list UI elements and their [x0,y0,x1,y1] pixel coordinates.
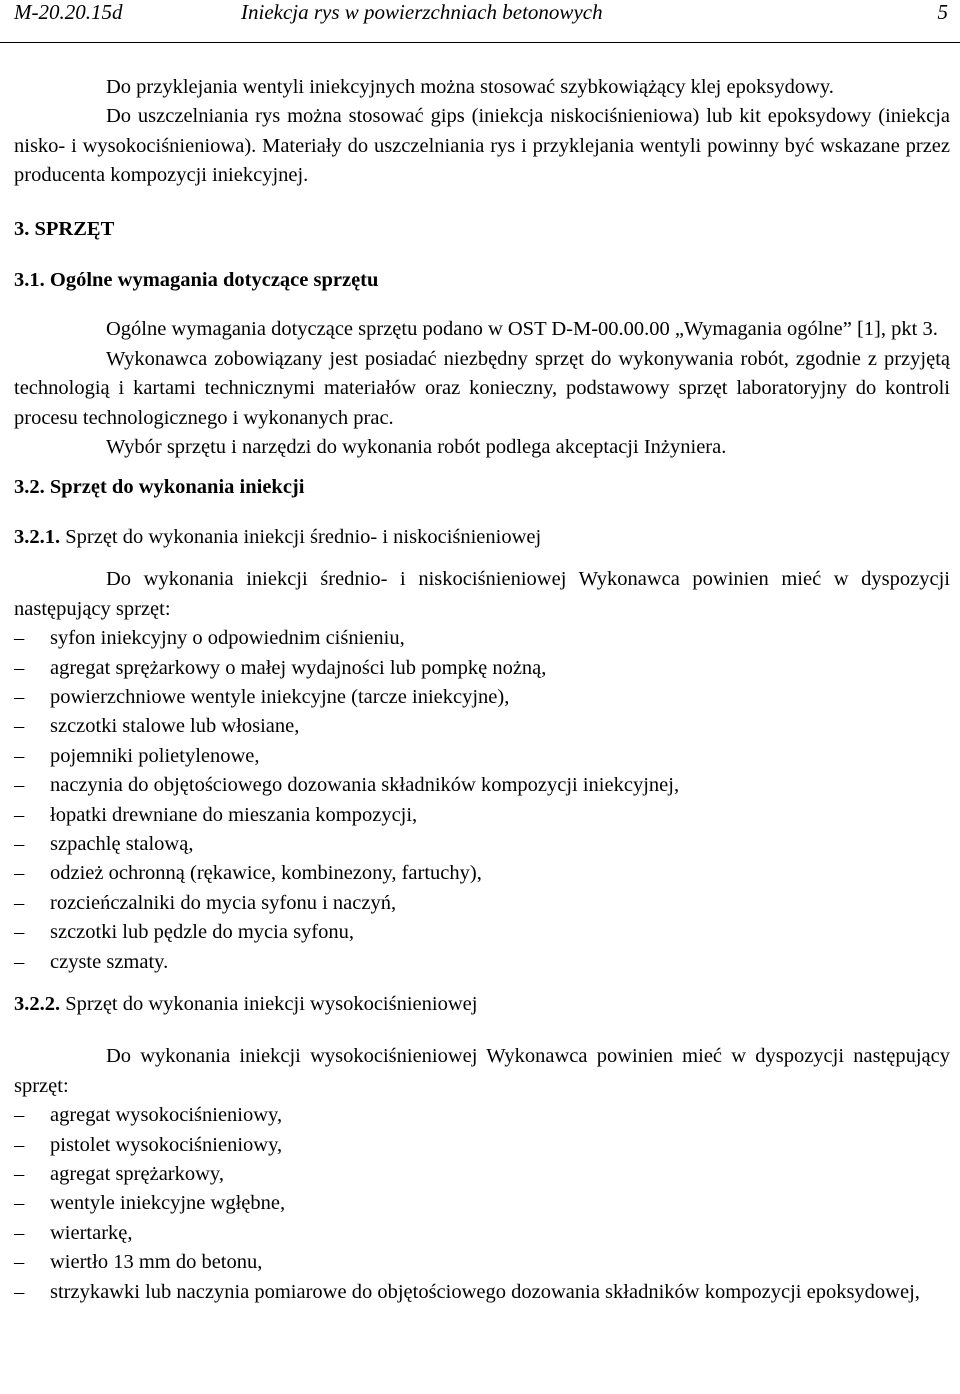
section-heading-3-2-1 [14,523,950,552]
dash-bullet: – [14,1280,25,1303]
list-item-text: naczynia do objętościowego dozowania składników kompozycji iniekcyjnej, [50,774,680,797]
list-item [14,1219,950,1248]
list-item [14,1189,950,1218]
list-item-text: agregat sprężarkowy, [50,1163,224,1185]
list-item-text: łopatki drewniane do mieszania kompozycji, [50,803,418,826]
document-title: Iniekcja rys w powierzchniach betonowych [241,0,603,24]
section-title-3-2-2: Sprzęt do wykonania iniekcji wysokociśnieniowej [60,992,478,1015]
list-item [14,889,950,918]
list-item-text: agregat wysokociśnieniowy, [50,1104,283,1127]
list-item-text: agregat sprężarkowy o małej wydajności lub pompkę nożną, [50,656,547,679]
dash-bullet: – [14,862,25,885]
section-heading-3-2: 3.2. Sprzęt do wykonania iniekcji [14,476,305,499]
list-item-text: strzykawki lub naczynia pomiarowe do objętościowego dozowania składników kompozycji epoksydowej, [50,1280,920,1303]
list-item [14,1160,950,1189]
list-item [14,1101,950,1130]
list-item [14,1278,950,1307]
list-item [14,742,950,771]
equipment-list-high-pressure [14,1101,950,1307]
list-item-text: pojemniki polietylenowe, [50,744,260,767]
list-item [14,624,950,653]
list-item [14,712,950,741]
list-item [14,859,950,888]
dash-bullet: – [14,1221,25,1244]
paragraph-adhesive: Do przyklejania wentyli iniekcyjnych można stosować szybkowiążący klej epoksydowy. [106,76,834,98]
dash-bullet: – [14,803,25,826]
dash-bullet: – [14,891,25,914]
list-item [14,1248,950,1277]
list-item [14,771,950,800]
page-number: 5 [937,0,948,24]
list-item [14,948,950,977]
section-number-3-2-2: 3.2.2. [14,992,61,1015]
list-item-text: wentyle iniekcyjne wgłębne, [50,1192,286,1215]
dash-bullet: – [14,921,25,944]
dash-bullet: – [14,950,25,973]
list-item [14,801,950,830]
paragraph-engineer-approval: Wybór sprzętu i narzędzi do wykonania robót podlega akceptacji Inżyniera. [106,436,727,459]
dash-bullet: – [14,1133,25,1156]
section-title-3-2-1: Sprzęt do wykonania iniekcji średnio- i niskociśnieniowej [60,525,542,548]
list-item-text: syfon iniekcyjny o odpowiednim ciśnieniu, [50,627,405,650]
list-item-text: szczotki lub pędzle do mycia syfonu, [50,921,354,944]
paragraph-low-pressure-intro: Do wykonania iniekcji średnio- i niskociśnieniowej Wykonawca powinien mieć w dyspozycji następujący sprzęt: [14,568,950,620]
list-item-text: szczotki stalowe lub włosiane, [50,715,300,738]
dash-bullet: – [14,774,25,797]
equipment-list-low-pressure [14,624,950,977]
dash-bullet: – [14,1251,25,1274]
section-heading-3: 3. SPRZĘT [14,217,115,240]
list-item [14,918,950,947]
dash-bullet: – [14,715,25,738]
dash-bullet: – [14,1104,25,1127]
section-number-3-2-1: 3.2.1. [14,525,61,548]
list-item [14,830,950,859]
paragraph-sealing: Do uszczelniania rys można stosować gips (iniekcja niskociśnieniowa) lub kit epoksydowy (iniekcja nisko- i wysokociśnieniowa). Materiały do uszczelniania rys i przyklejania wentyli powinny być wskazane przez producenta kompozycji iniekcyjnej. [14,105,950,187]
paragraph-contractor-equipment: Wykonawca zobowiązany jest posiadać niezbędny sprzęt do wykonywania robót, zgodnie z przyjętą technologią i kartami technicznymi materiałów oraz konieczny, podstawowy sprzęt laboratoryjny do kontroli procesu technologicznego i wykonanych prac. [14,347,950,429]
list-item-text: pistolet wysokociśnieniowy, [50,1133,283,1156]
list-item [14,1131,950,1160]
dash-bullet: – [14,1192,25,1215]
list-item-text: wiertło 13 mm do betonu, [50,1251,263,1274]
paragraph-high-pressure-intro: Do wykonania iniekcji wysokociśnieniowej Wykonawca powinien mieć w dyspozycji następujący sprzęt: [14,1045,950,1097]
list-item-text: czyste szmaty. [50,950,169,973]
document-code: M-20.20.15d [14,0,123,24]
list-item-text: wiertarkę, [50,1221,133,1244]
dash-bullet: – [14,685,25,708]
list-item [14,654,950,683]
list-item-text: odzież ochronną (rękawice, kombinezony, fartuchy), [50,862,482,885]
section-heading-3-1: 3.1. Ogólne wymagania dotyczące sprzętu [14,269,379,292]
list-item-text: powierzchniowe wentyle iniekcyjne (tarcze iniekcyjne), [50,685,510,708]
dash-bullet: – [14,744,25,767]
dash-bullet: – [14,1163,25,1185]
list-item-text: rozcieńczalniki do mycia syfonu i naczyń, [50,891,397,914]
list-item-text: szpachlę stalową, [50,832,194,855]
list-item [14,683,950,712]
document-body [14,73,950,1307]
dash-bullet: – [14,656,25,679]
page-header [0,0,960,43]
paragraph-general-requirements: Ogólne wymagania dotyczące sprzętu podano w OST D-M-00.00.00 „Wymagania ogólne” [1], pkt 3. [106,318,938,341]
dash-bullet: – [14,627,25,650]
dash-bullet: – [14,832,25,855]
section-heading-3-2-2 [14,990,950,1019]
